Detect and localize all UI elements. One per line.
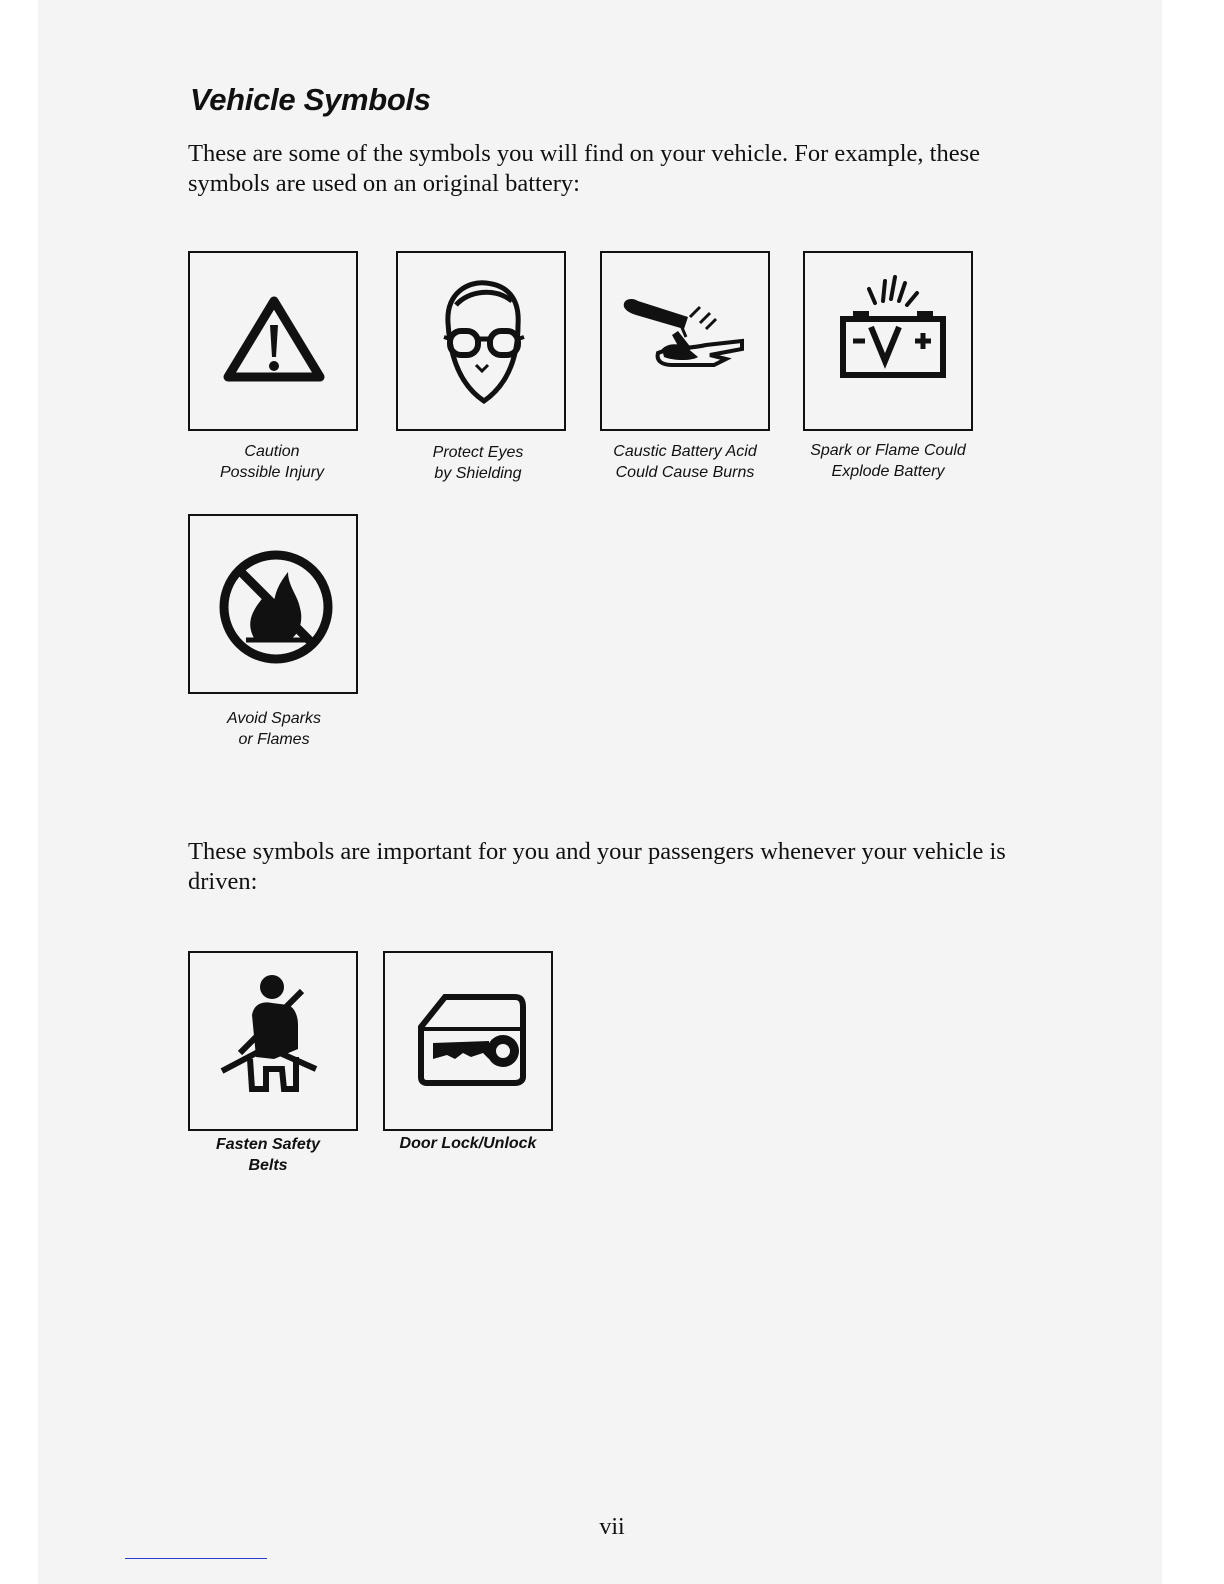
symbol-box-caustic-acid — [600, 251, 770, 431]
page-title: Vehicle Symbols — [190, 82, 431, 117]
caption-caustic-acid: Caustic Battery Acid Could Cause Burns — [613, 443, 757, 481]
door-lock-icon — [385, 953, 551, 1129]
passenger-paragraph: These symbols are important for you and your passengers whenever your vehicle is driven: — [188, 838, 1006, 895]
symbol-box-door-lock — [383, 951, 553, 1131]
caution-triangle-icon — [190, 253, 356, 429]
battery-spark-icon — [805, 253, 971, 429]
caustic-acid-icon — [602, 253, 768, 429]
caption-protect-eyes: Protect Eyes by Shielding — [432, 444, 524, 482]
manual-page — [38, 0, 1162, 1584]
symbol-box-battery-spark — [803, 251, 973, 431]
seatbelt-icon — [190, 953, 356, 1129]
caption-door-lock: Door Lock/Unlock — [399, 1135, 537, 1152]
symbol-box-caution — [188, 251, 358, 431]
caption-no-flame: Avoid Sparks or Flames — [227, 710, 321, 748]
no-flame-icon — [190, 516, 356, 692]
page-number: vii — [599, 1514, 625, 1540]
link-underline — [125, 1558, 267, 1559]
symbol-box-protect-eyes — [396, 251, 566, 431]
intro-paragraph: These are some of the symbols you will find on your vehicle. For example, these symbols are used on an original battery: — [188, 140, 980, 197]
protect-eyes-icon — [398, 253, 564, 429]
caption-battery-spark: Spark or Flame Could Explode Battery — [810, 442, 966, 480]
symbol-box-no-flame — [188, 514, 358, 694]
symbol-box-seatbelt — [188, 951, 358, 1131]
caption-caution: Caution Possible Injury — [219, 443, 325, 481]
caption-seatbelt: Fasten Safety Belts — [215, 1136, 321, 1174]
